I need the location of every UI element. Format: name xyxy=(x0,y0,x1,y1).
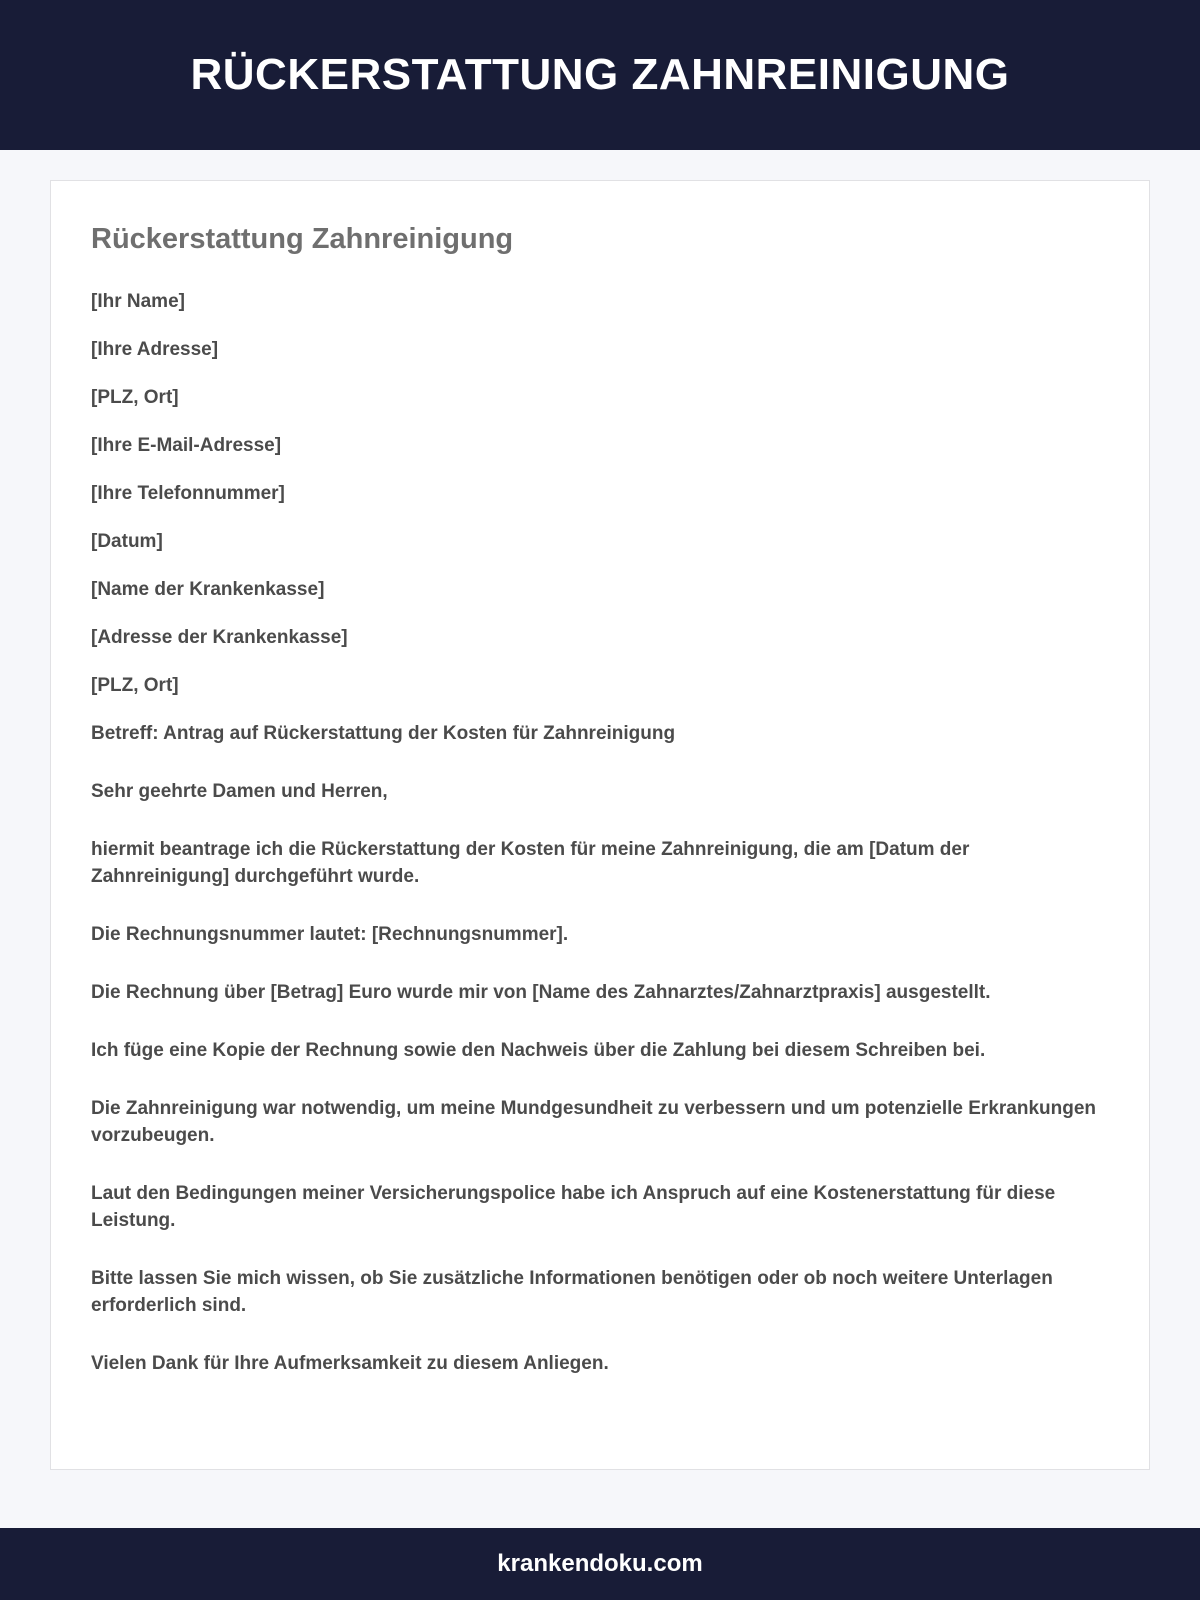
letter-paragraph: hiermit beantrage ich die Rückerstattung der Kosten für meine Zahnreinigung, die am [Datum der Zahnreinigung] durchgeführt wurde. xyxy=(91,839,970,887)
sender-address-block xyxy=(91,288,1109,555)
address-line: [Ihre Adresse] xyxy=(91,339,219,360)
letter-paragraph: Ich füge eine Kopie der Rechnung sowie den Nachweis über die Zahlung bei diesem Schreiben bei. xyxy=(91,1040,986,1061)
address-line: [Ihre E-Mail-Adresse] xyxy=(91,435,282,456)
page-footer xyxy=(0,1528,1200,1600)
address-line: [Ihr Name] xyxy=(91,291,185,312)
page-title: RÜCKERSTATTUNG ZAHNREINIGUNG xyxy=(190,50,1010,99)
recipient-address-block xyxy=(91,576,1109,699)
site-name: krankendoku.com xyxy=(497,1550,703,1577)
address-line: [Adresse der Krankenkasse] xyxy=(91,627,348,648)
letter-paragraph: Laut den Bedingungen meiner Versicherungspolice habe ich Anspruch auf eine Kostenerstattung für diese Leistung. xyxy=(91,1183,1056,1231)
letter-paragraph: Bitte lassen Sie mich wissen, ob Sie zusätzliche Informationen benötigen oder ob noch weitere Unterlagen erforderlich sind. xyxy=(91,1268,1053,1316)
letter-card xyxy=(50,180,1150,1470)
letter-paragraph: Die Rechnungsnummer lautet: [Rechnungsnummer]. xyxy=(91,924,569,945)
address-line: [Datum] xyxy=(91,531,163,552)
letter-paragraph: Vielen Dank für Ihre Aufmerksamkeit zu diesem Anliegen. xyxy=(91,1353,609,1374)
letter-paragraph: Sehr geehrte Damen und Herren, xyxy=(91,781,388,802)
letter-heading: Rückerstattung Zahnreinigung xyxy=(91,223,514,255)
letter-paragraph: Betreff: Antrag auf Rückerstattung der Kosten für Zahnreinigung xyxy=(91,723,676,744)
letter-paragraph: Die Rechnung über [Betrag] Euro wurde mir von [Name des Zahnarztes/Zahnarztpraxis] ausgestellt. xyxy=(91,982,991,1003)
address-line: [PLZ, Ort] xyxy=(91,675,179,696)
letter-paragraphs xyxy=(91,720,1109,1377)
letter-paragraph: Die Zahnreinigung war notwendig, um meine Mundgesundheit zu verbessern und um potenzielle Erkrankungen vorzubeugen. xyxy=(91,1098,1097,1146)
page-header xyxy=(0,0,1200,150)
page-body xyxy=(0,150,1200,1528)
address-line: [Name der Krankenkasse] xyxy=(91,579,325,600)
address-line: [PLZ, Ort] xyxy=(91,387,179,408)
address-line: [Ihre Telefonnummer] xyxy=(91,483,285,504)
